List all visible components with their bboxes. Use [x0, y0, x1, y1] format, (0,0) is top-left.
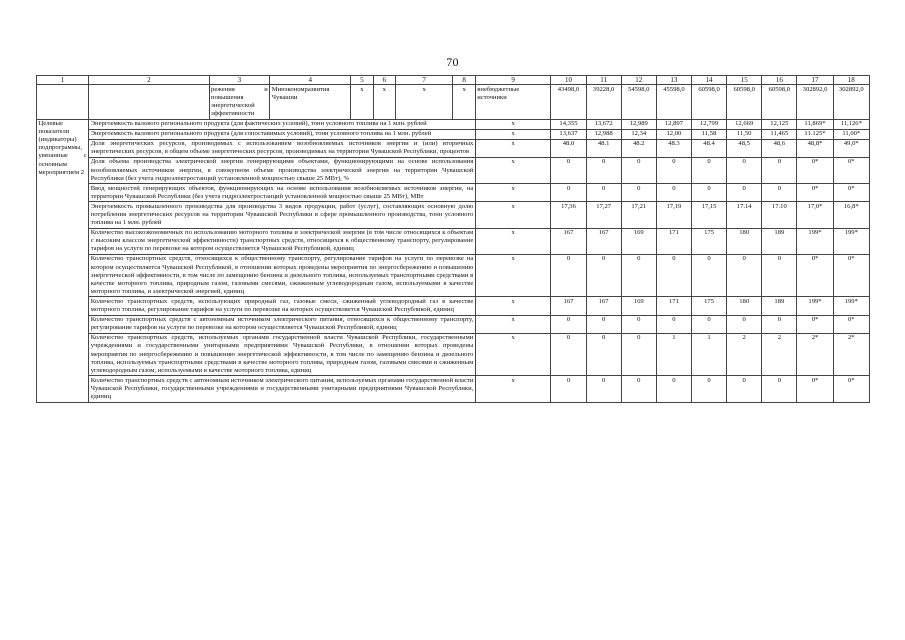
value-cell: 2* [797, 333, 833, 375]
column-number: 1 [37, 76, 89, 85]
value-cell: 2 [762, 333, 797, 375]
value-cell: 12,669 [727, 119, 762, 129]
indicator-row [37, 202, 870, 228]
value-cell: 171 [656, 228, 691, 254]
value-cell: 2* [833, 333, 869, 375]
value-cell: 12,00 [656, 129, 691, 139]
value-cell: 0 [586, 254, 621, 296]
value-cell: 0 [727, 315, 762, 333]
value-cell: 48.3 [656, 139, 691, 157]
value-cell: 167 [551, 228, 586, 254]
value-cell: 167 [586, 228, 621, 254]
value-cell: 1 [691, 333, 726, 375]
column-number: 2 [89, 76, 209, 85]
x-cell: x [475, 254, 551, 296]
x-cell: x [475, 376, 551, 402]
x-cell: x [475, 228, 551, 254]
value-cell: 0* [833, 157, 869, 183]
value-cell: 0 [586, 333, 621, 375]
task-cell: режения и повышения энергетической эффективности [209, 85, 270, 119]
indicator-row [37, 297, 870, 315]
value-cell: 14,355 [551, 119, 586, 129]
value-cell: 43498,0 [551, 85, 586, 119]
value-cell: 0 [691, 254, 726, 296]
column-number: 4 [270, 76, 351, 85]
value-cell: 2 [727, 333, 762, 375]
value-cell: 0* [797, 157, 833, 183]
value-cell: 167 [551, 297, 586, 315]
value-cell: 0 [586, 376, 621, 402]
column-number: 9 [475, 76, 551, 85]
value-cell: 17,15 [691, 202, 726, 228]
column-number: 16 [762, 76, 797, 85]
value-cell: 11,58 [691, 129, 726, 139]
value-cell: 16,8* [833, 202, 869, 228]
indicators-table [36, 75, 870, 403]
column-number: 17 [797, 76, 833, 85]
column-number: 10 [551, 76, 586, 85]
value-cell: 0 [727, 184, 762, 202]
value-cell: 175 [691, 297, 726, 315]
indicator-text: Доля объема производства электрической энергии генерирующими объектами, функционирующими на основе использования возобновляемых источников энергии, в совокупном объеме производства электрической энергии на территории Чувашской Республики (без учета гидроэлектростанций установленной мощностью свыше 25 МВт), % [89, 157, 476, 183]
value-cell: 0 [691, 315, 726, 333]
value-cell: 0 [586, 184, 621, 202]
value-cell: 0* [797, 376, 833, 402]
x-cell: x [373, 85, 395, 119]
x-cell: x [475, 139, 551, 157]
indicator-text: Количество транспортных средств, использующих природный газ, газовые смеси, сжиженный углеводородный газ в качестве моторного топлива, регулирование тарифов на услуги по перевозке на которых осуществляется Чувашской Республикой, единиц [89, 297, 476, 315]
value-cell: 0 [656, 184, 691, 202]
value-cell: 17,27 [586, 202, 621, 228]
value-cell: 199* [797, 228, 833, 254]
value-cell: 48.4 [691, 139, 726, 157]
value-cell: 199* [833, 228, 869, 254]
value-cell: 11,50 [727, 129, 762, 139]
value-cell: 0 [762, 157, 797, 183]
indicator-text: Количество транспортных средств, используемых органами государственной власти Чувашской Республики, государственными учреждениями и государственными унитарными предприятиями Чувашской Республики, в отношении которых проведены мероприятия по энергосбережению и повышению энергетической эффективности, в том числе по замещению бензина и дизельного топлива, используемых транспортными средствами в качестве моторного топлива, природным газом, газовыми смесями и сжиженным углеводородным газом, используемыми в качестве моторного топлива, единиц [89, 333, 476, 375]
value-cell: 0 [621, 333, 656, 375]
x-cell: x [351, 85, 373, 119]
empty-cell [89, 85, 209, 119]
value-cell: 12,988 [586, 129, 621, 139]
value-cell: 0 [727, 376, 762, 402]
value-cell: 60598,0 [691, 85, 726, 119]
value-cell: 49,0* [833, 139, 869, 157]
indicator-text: Энергоемкость промышленного производства для производства 3 видов продукции, работ (услуг), составляющих основную долю потребления энергетических ресурсов на территории Чувашской Республики в сфере промышленного производства, тонн условного топлива на 1 млн. рублей [89, 202, 476, 228]
page-number: 70 [446, 55, 459, 69]
value-cell: 0 [762, 184, 797, 202]
table-body [37, 76, 870, 403]
value-cell: 0* [797, 254, 833, 296]
indicator-row [37, 228, 870, 254]
value-cell: 302892,0 [797, 85, 833, 119]
x-cell: x [475, 333, 551, 375]
value-cell: 17,21 [621, 202, 656, 228]
column-number: 12 [621, 76, 656, 85]
funding-row [37, 85, 870, 119]
value-cell: 0 [621, 376, 656, 402]
value-cell: 0 [551, 157, 586, 183]
value-cell: 48.2 [621, 139, 656, 157]
indicator-row [37, 254, 870, 296]
value-cell: 180 [727, 297, 762, 315]
value-cell: 180 [727, 228, 762, 254]
x-cell: x [475, 184, 551, 202]
value-cell: 54598,0 [621, 85, 656, 119]
value-cell: 48,6 [762, 139, 797, 157]
indicator-text: Доля энергетических ресурсов, производимых с использованием возобновляемых источников энергии и (или) вторичных энергетических ресурсов, в общем объеме энергетических ресурсов, производимых на территории Чувашской Республики, процентов [89, 139, 476, 157]
x-cell: x [475, 119, 551, 129]
indicator-row [37, 157, 870, 183]
value-cell: 0 [691, 376, 726, 402]
value-cell: 11,126* [833, 119, 869, 129]
value-cell: 0* [797, 315, 833, 333]
value-cell: 0 [586, 315, 621, 333]
value-cell: 45598,0 [656, 85, 691, 119]
column-number: 8 [453, 76, 475, 85]
value-cell: 171 [656, 297, 691, 315]
indicator-row [37, 333, 870, 375]
value-cell: 12,897 [656, 119, 691, 129]
value-cell: 11,465 [762, 129, 797, 139]
value-cell: 0 [656, 315, 691, 333]
value-cell: 0 [551, 376, 586, 402]
x-cell: x [475, 157, 551, 183]
target-indicators-label: Целевые показатели (индикаторы) подпрограммы, увязанные с основным мероприятием 2 [37, 119, 89, 402]
value-cell: 0 [551, 254, 586, 296]
value-cell: 0 [551, 184, 586, 202]
column-number: 13 [656, 76, 691, 85]
value-cell: 0 [762, 254, 797, 296]
indicator-text: Количество транспортных средств с автономным источником электрического питания, используемых органами государственной власти Чувашской Республики, государственными учреждениями и государственными унитарными предприятиями Чувашской Республики, единиц [89, 376, 476, 402]
value-cell: 0 [551, 333, 586, 375]
indicator-text: Энергоемкость валового регионального продукта (для сопоставимых условий), тонн условного топлива на 1 млн. рублей [89, 129, 476, 139]
value-cell: 169 [621, 297, 656, 315]
indicator-text: Энергоемкость валового регионального продукта (для фактических условий), тонн условного топлива на 1 млн. рублей [89, 119, 476, 129]
source-cell: внебюджетные источники [475, 85, 551, 119]
value-cell: 199* [797, 297, 833, 315]
value-cell: 0 [691, 157, 726, 183]
x-cell: x [475, 129, 551, 139]
value-cell: 11,00* [833, 129, 869, 139]
value-cell: 0 [621, 315, 656, 333]
empty-cell [37, 85, 89, 119]
indicator-text: Количество транспортных средств, относящихся к общественному транспорту, регулирование тарифов на услуги по перевозке на котором осуществляется Чувашской Республикой, в отношении которых проведены мероприятия по энергосбережению и повышению энергетической эффективности, в том числе по замещению бензина и дизельного топлива, используемых транспортными средствами в качестве моторного топлива, природным газом, газовыми смесями, сжиженным углеводородным газом, используемыми в качестве моторного топлива, и электрической энергией, единиц [89, 254, 476, 296]
x-cell: x [475, 315, 551, 333]
column-number: 15 [727, 76, 762, 85]
x-cell: x [453, 85, 475, 119]
column-number: 7 [395, 76, 453, 85]
value-cell: 0 [727, 254, 762, 296]
value-cell: 302892,0 [833, 85, 869, 119]
column-number-row [37, 76, 870, 85]
indicator-row [37, 119, 870, 129]
value-cell: 0 [656, 376, 691, 402]
value-cell: 0* [833, 315, 869, 333]
indicator-row [37, 376, 870, 402]
column-number: 5 [351, 76, 373, 85]
indicator-row [37, 315, 870, 333]
indicator-row [37, 184, 870, 202]
column-number: 18 [833, 76, 869, 85]
value-cell: 199* [833, 297, 869, 315]
x-cell: x [395, 85, 453, 119]
value-cell: 11.125* [797, 129, 833, 139]
value-cell: 0 [621, 157, 656, 183]
column-number: 14 [691, 76, 726, 85]
column-number: 11 [586, 76, 621, 85]
value-cell: 17,19 [656, 202, 691, 228]
value-cell: 0 [691, 184, 726, 202]
value-cell: 48,5 [727, 139, 762, 157]
value-cell: 0 [762, 315, 797, 333]
value-cell: 0* [797, 184, 833, 202]
value-cell: 12,125 [762, 119, 797, 129]
value-cell: 48,8* [797, 139, 833, 157]
value-cell: 0 [586, 157, 621, 183]
value-cell: 167 [586, 297, 621, 315]
value-cell: 189 [762, 297, 797, 315]
value-cell: 0 [762, 376, 797, 402]
value-cell: 0* [833, 376, 869, 402]
value-cell: 0 [727, 157, 762, 183]
value-cell: 17.10 [762, 202, 797, 228]
value-cell: 189 [762, 228, 797, 254]
value-cell: 48.0 [551, 139, 586, 157]
value-cell: 0* [833, 184, 869, 202]
value-cell: 0 [621, 254, 656, 296]
value-cell: 60598,0 [762, 85, 797, 119]
value-cell: 0 [656, 254, 691, 296]
value-cell: 0 [621, 184, 656, 202]
x-cell: x [475, 202, 551, 228]
value-cell: 11,869* [797, 119, 833, 129]
value-cell: 48.1 [586, 139, 621, 157]
indicator-text: Количество высокоэкономичных по использованию моторного топлива и электрической энергии (в том числе относящихся к объектам с высоким классом энергетической эффективности) транспортных средств, относящихся к общественному транспорту, регулирование тарифов на услуги по перевозке на котором осуществляется Чувашской Республикой, единиц [89, 228, 476, 254]
x-cell: x [475, 297, 551, 315]
value-cell: 60598,0 [727, 85, 762, 119]
value-cell: 175 [691, 228, 726, 254]
value-cell: 12,799 [691, 119, 726, 129]
indicator-row [37, 139, 870, 157]
column-number: 6 [373, 76, 395, 85]
value-cell: 13,672 [586, 119, 621, 129]
value-cell: 12,989 [621, 119, 656, 129]
value-cell: 17.14 [727, 202, 762, 228]
value-cell: 0 [656, 157, 691, 183]
executor-cell: Минэкономразвития Чувашии [270, 85, 351, 119]
value-cell: 17,36 [551, 202, 586, 228]
indicator-text: Ввод мощностей генерирующих объектов, функционирующих на основе использования возобновляемых источников энергии, на территории Чувашской Республики (без учета гидроэлектростанций установленной мощностью свыше 25 МВт), МВт [89, 184, 476, 202]
value-cell: 17,0* [797, 202, 833, 228]
column-number: 3 [209, 76, 270, 85]
value-cell: 12,34 [621, 129, 656, 139]
value-cell: 39228,0 [586, 85, 621, 119]
value-cell: 0 [551, 315, 586, 333]
value-cell: 13,637 [551, 129, 586, 139]
indicator-row [37, 129, 870, 139]
value-cell: 0* [833, 254, 869, 296]
value-cell: 1 [656, 333, 691, 375]
value-cell: 169 [621, 228, 656, 254]
indicator-text: Количество транспортных средств с автономным источником электрического питания, относящихся к общественному транспорту, регулирование тарифов на услуги по перевозке на котором осуществляется Чувашской Республикой, единиц [89, 315, 476, 333]
